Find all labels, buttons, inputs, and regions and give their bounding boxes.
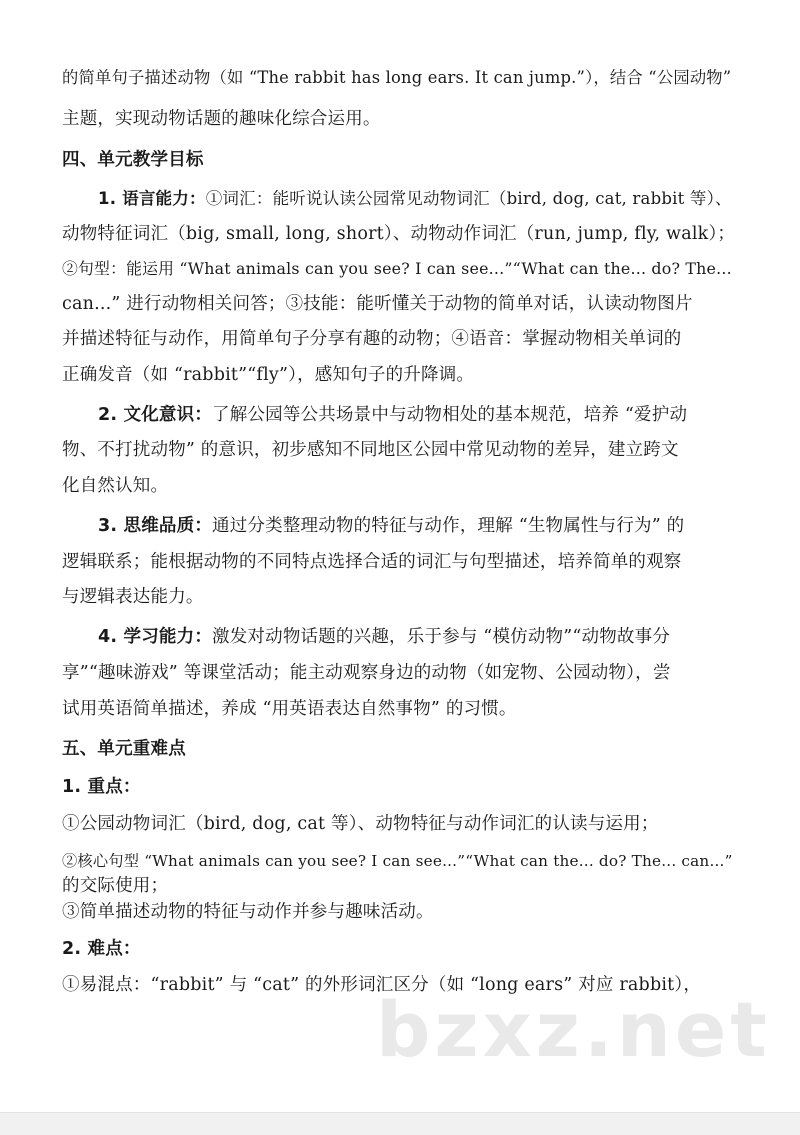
section-heading-goals: 四、单元教学目标 — [62, 150, 204, 170]
goal-1-label: 1. 语言能力： — [98, 189, 206, 208]
text-line: 并描述特征与动作，用简单句子分享有趣的动物；④语音：掌握动物相关单词的 — [62, 329, 682, 349]
goal-3-text: 通过分类整理动物的特征与动作，理解 “生物属性与行为” 的 — [212, 516, 685, 536]
text-line: 动物特征词汇（big, small, long, short）、动物动作词汇（run, jump, fly, walk）； — [62, 224, 736, 244]
goal-4-label: 4. 学习能力： — [98, 627, 213, 647]
text-line: can...” 进行动物相关问答；③技能：能听懂关于动物的简单对话，认读动物图片 — [62, 294, 693, 314]
text-line: 物、不打扰动物” 的意识，初步感知不同地区公园中常见动物的差异，建立跨文 — [62, 440, 679, 460]
text-line: 正确发音（如 “rabbit”“fly”），感知句子的升降调。 — [62, 365, 475, 385]
text-line: 享”“趣味游戏” 等课堂活动；能主动观察身边的动物（如宠物、公园动物），尝 — [62, 663, 671, 683]
text-line: 与逻辑表达能力。 — [62, 587, 204, 607]
goal-2-line — [98, 400, 687, 430]
key-points-label: 1. 重点： — [62, 777, 141, 797]
goal-4-text: 激发对动物话题的兴趣，乐于参与 “模仿动物”“动物故事分 — [212, 627, 671, 647]
text-line: ②核心句型 “What animals can you see? I can see...”“What can the... do? The... can...” — [62, 852, 733, 870]
section-heading-key-points: 五、单元重难点 — [62, 739, 186, 759]
text-line: ①易混点：“rabbit” 与 “cat” 的外形词汇区分（如 “long ears” 对应 rabbit）， — [62, 975, 702, 995]
goal-2-text: 了解公园等公共场景中与动物相处的基本规范，培养 “爱护动 — [212, 405, 688, 425]
goal-1-line — [98, 184, 732, 214]
text-line: ①公园动物词汇（bird, dog, cat 等）、动物特征与动作词汇的认读与运用； — [62, 814, 659, 834]
difficulties-label: 2. 难点： — [62, 939, 141, 959]
text-line: ②句型：能运用 “What animals can you see? I can see...”“What can the... do? The... — [62, 259, 732, 278]
text-line: ③简单描述动物的特征与动作并参与趣味活动。 — [62, 902, 434, 922]
goal-3-label: 3. 思维品质： — [98, 516, 213, 536]
text-line: 的交际使用； — [62, 876, 169, 896]
goal-2-label: 2. 文化意识： — [98, 405, 213, 425]
goal-4-line — [98, 622, 670, 652]
watermark: bzxz.net — [376, 985, 771, 1074]
goal-3-line — [98, 511, 684, 541]
page-bottom-edge — [0, 1112, 800, 1135]
text-line: 的简单句子描述动物（如 “The rabbit has long ears. It can jump.”），结合 “公园动物” — [62, 68, 732, 87]
text-line: 试用英语简单描述，养成 “用英语表达自然事物” 的习惯。 — [62, 699, 517, 719]
goal-1-text: ①词汇：能听说认读公园常见动物词汇（bird, dog, cat, rabbit 等）、 — [205, 189, 732, 208]
text-line: 化自然认知。 — [62, 476, 169, 496]
text-line: 主题，实现动物话题的趣味化综合运用。 — [62, 109, 381, 129]
text-line: 逻辑联系；能根据动物的不同特点选择合适的词汇与句型描述，培养简单的观察 — [62, 552, 682, 572]
